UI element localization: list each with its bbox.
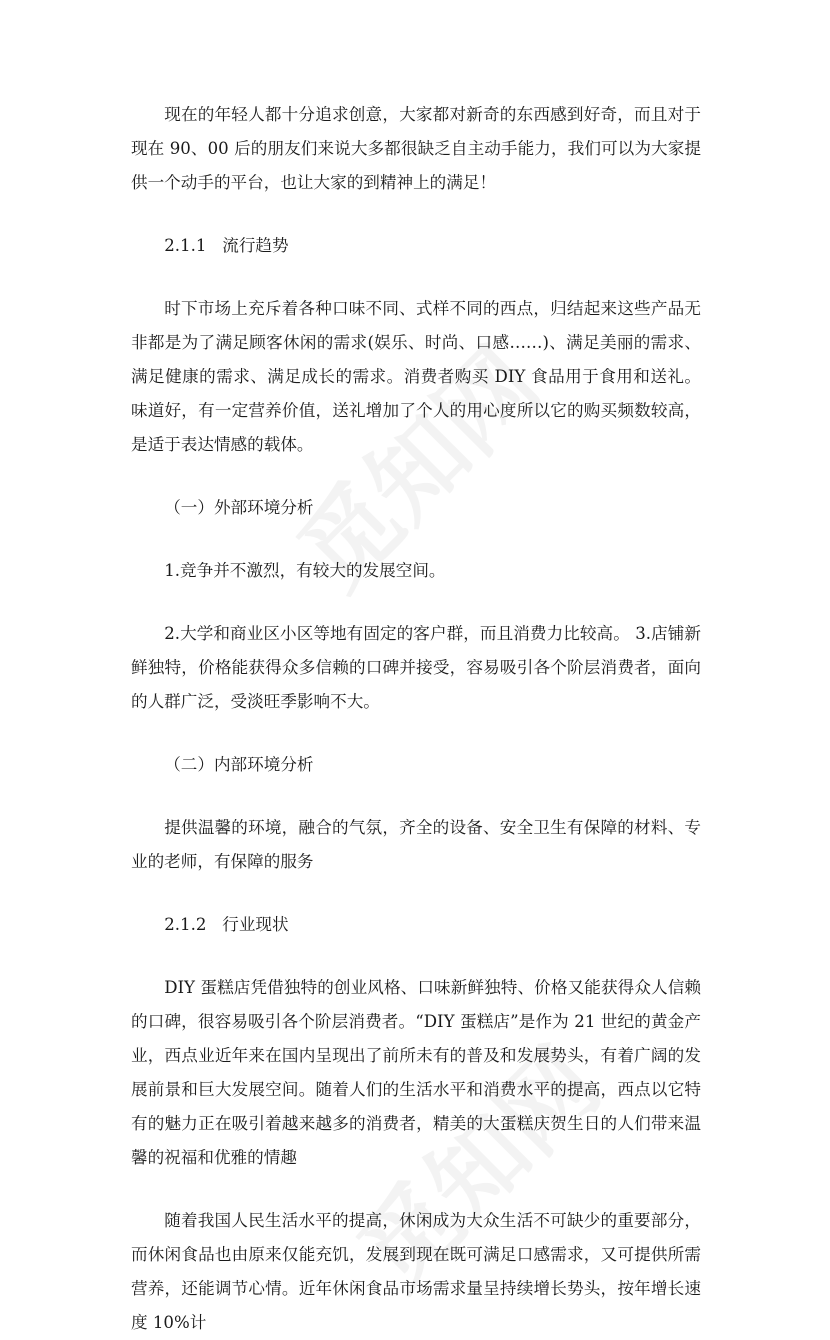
subheading-external-analysis: （一）外部环境分析	[164, 498, 314, 517]
paragraph-industry: DIY 蛋糕店凭借独特的创业风格、口味新鲜独特、价格又能获得众人信赖的口碑，很容易吸引各个阶层消费者。“DIY 蛋糕店”是作为 21 世纪的黄金产业，西点业近年来在国内呈现出了前所未有的普及和发展势头，有着广阔的发展前景和巨大发展空间。随着人们的生活水平和消费水平的提高，西点以它特有的魅力正在吸引着越来越多的消费者，精美的大蛋糕庆贺生日的人们带来温馨的祝福和优雅的情趣	[131, 978, 701, 1167]
paragraph-trend: 时下市场上充斥着各种口味不同、式样不同的西点，归结起来这些产品无非都是为了满足顾客休闲的需求(娱乐、时尚、口感……)、满足美丽的需求、满足健康的需求、满足成长的需求。消费者购买 DIY 食品用于食用和送礼。味道好，有一定营养价值，送礼增加了个人的用心度所以它的购买频数较高，是适于表达情感的载体。	[131, 299, 701, 454]
section-heading-industry: 2.1.2 行业现状	[164, 915, 289, 934]
paragraph-internal: 提供温馨的环境，融合的气氛，齐全的设备、安全卫生有保障的材料、专业的老师，有保障的服务	[131, 818, 701, 871]
paragraph-intro: 现在的年轻人都十分追求创意，大家都对新奇的东西感到好奇，而且对于现在 90、00 后的朋友们来说大多都很缺乏自主动手能力，我们可以为大家提供一个动手的平台，也让大家的到精神上的满足！	[131, 105, 701, 192]
document-body	[131, 98, 701, 1340]
list-item-1: 1.竞争并不激烈，有较大的发展空间。	[164, 561, 446, 580]
paragraph-leisure: 随着我国人民生活水平的提高，休闲成为大众生活不可缺少的重要部分，而休闲食品也由原来仅能充饥，发展到现在既可满足口感需求，又可提供所需营养，还能调节心情。近年休闲食品市场需求量呈持续增长势头，按年增长速度 10%计	[131, 1211, 701, 1332]
subheading-internal-analysis: （二）内部环境分析	[164, 755, 314, 774]
list-item-2-3: 2.大学和商业区小区等地有固定的客户群，而且消费力比较高。 3.店铺新鲜独特，价格能获得众多信赖的口碑并接受，容易吸引各个阶层消费者，面向的人群广泛，受淡旺季影响不大。	[131, 624, 701, 711]
section-heading-trend: 2.1.1 流行趋势	[164, 236, 289, 255]
